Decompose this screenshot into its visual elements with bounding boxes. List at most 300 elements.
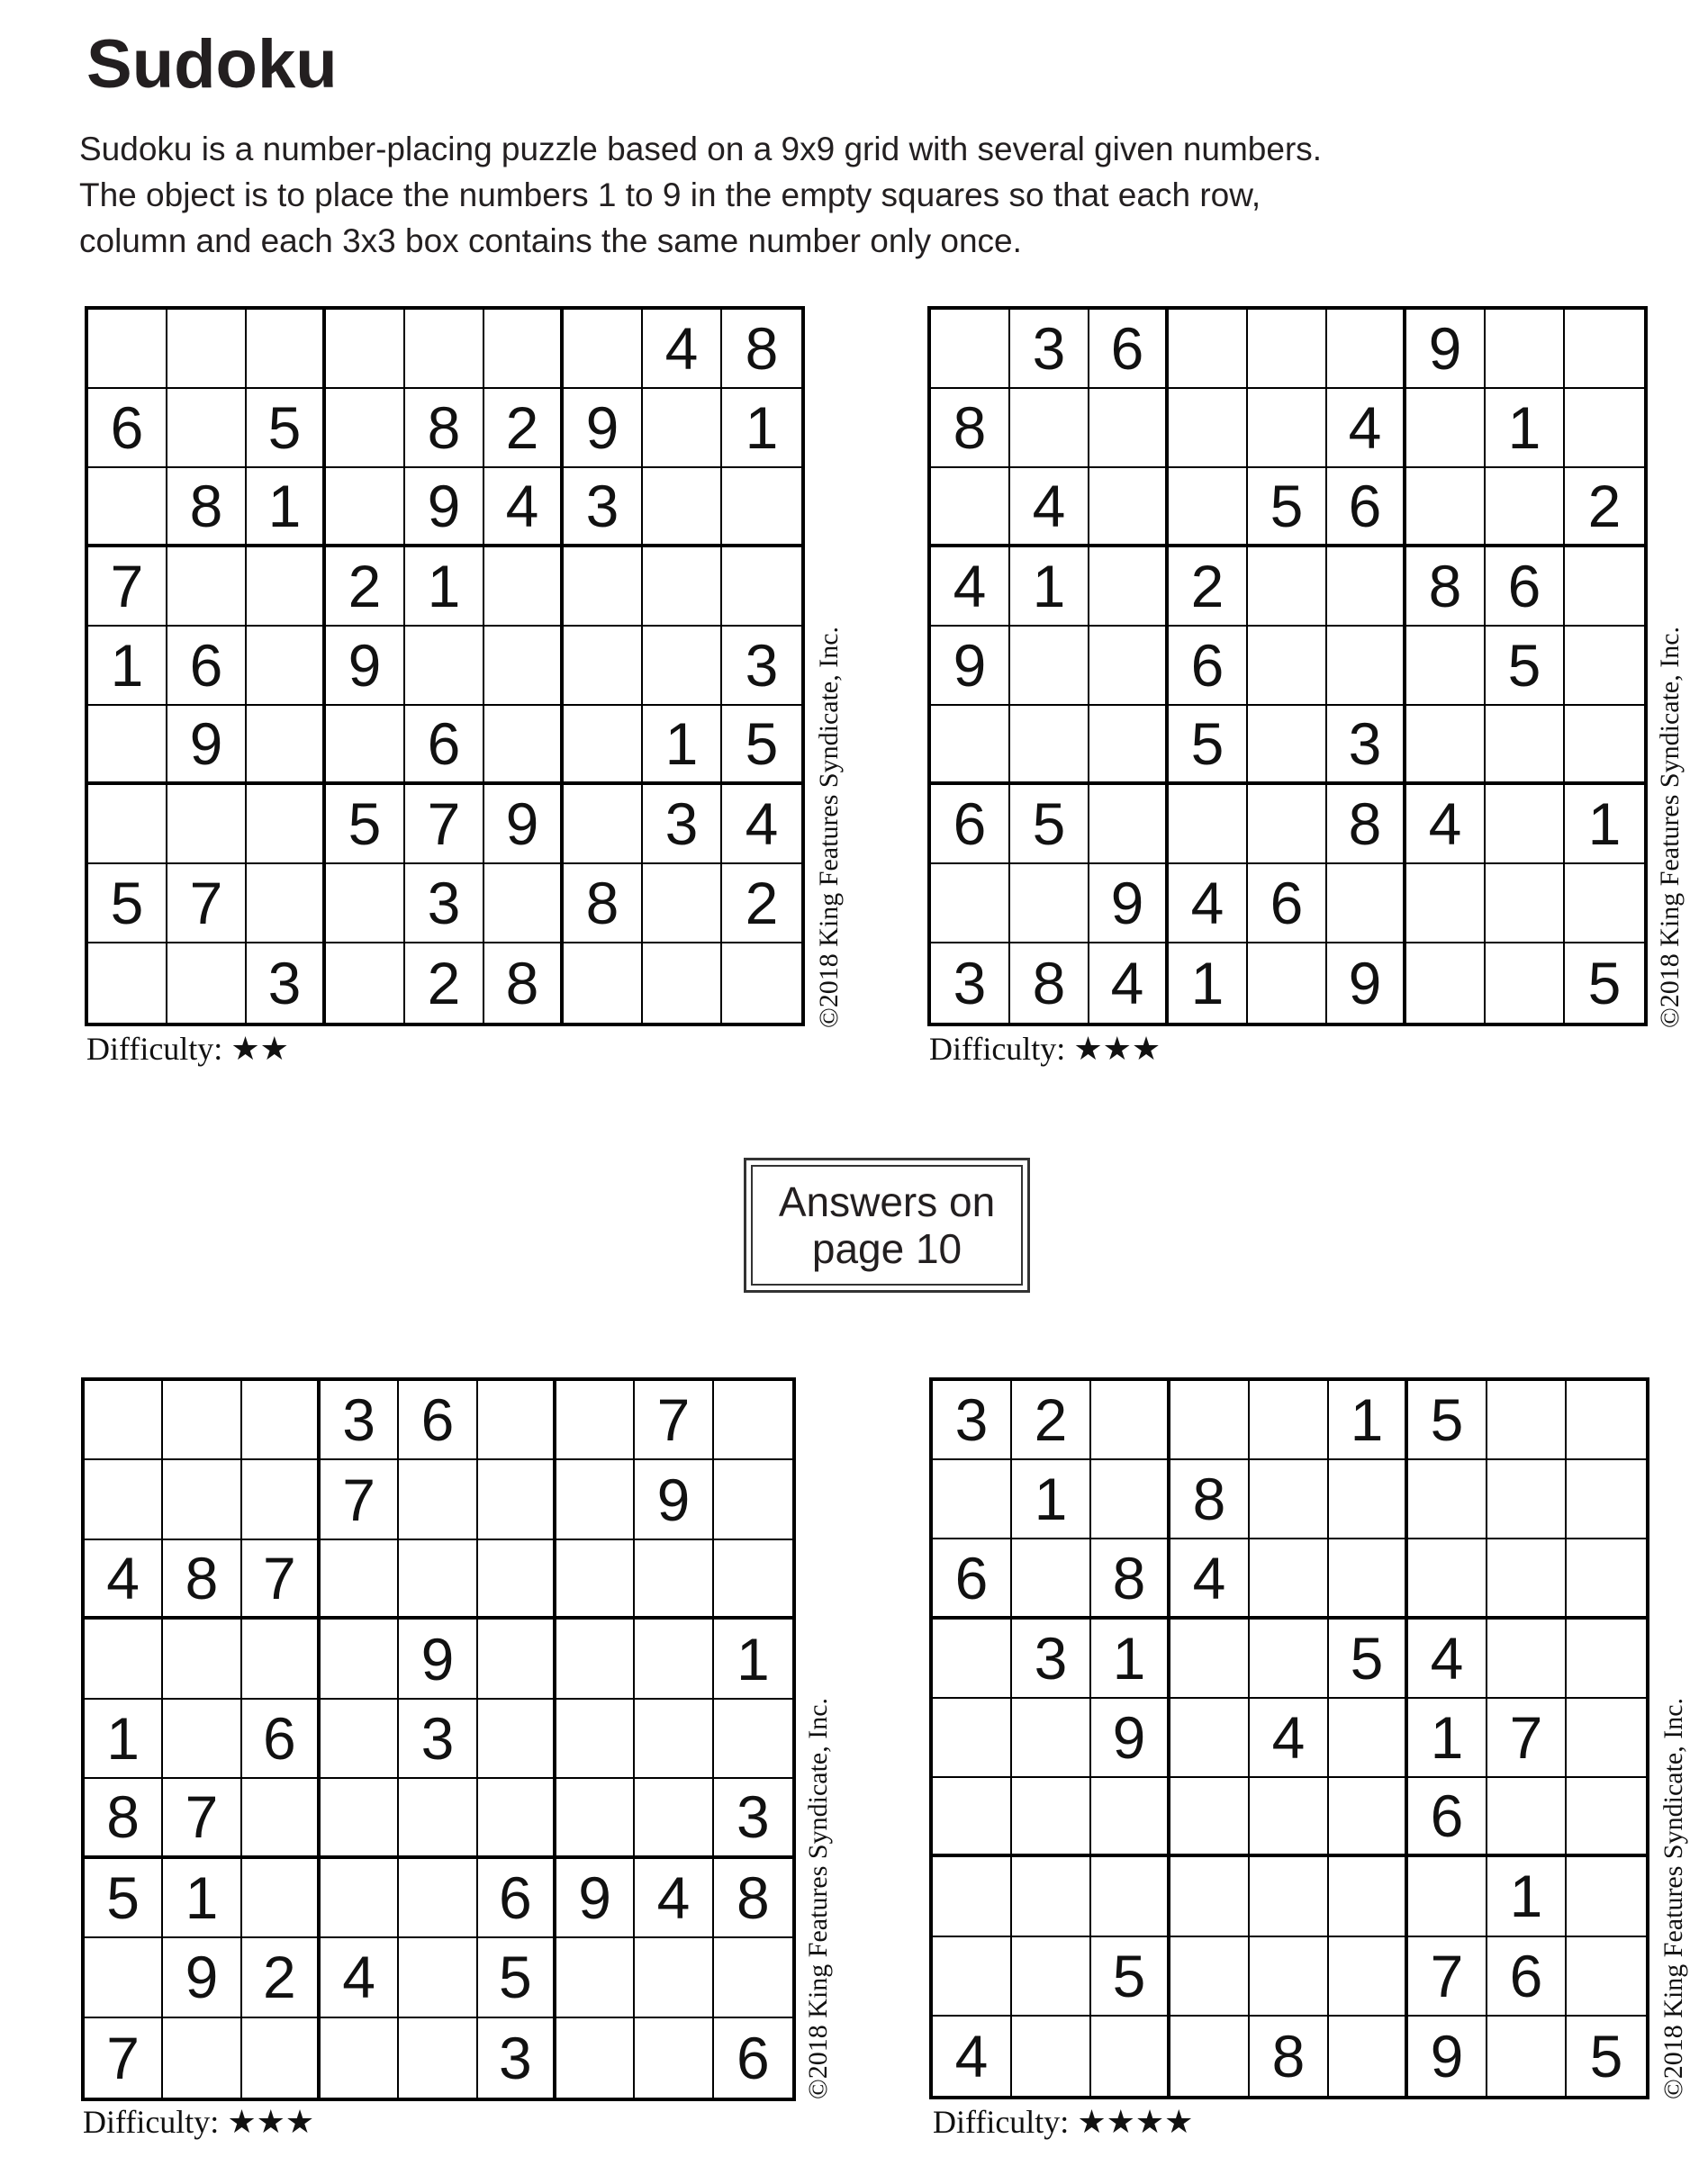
- given-cell: 2: [326, 547, 405, 627]
- given-cell: 6: [1248, 864, 1327, 943]
- given-cell: 7: [635, 1381, 713, 1460]
- empty-cell[interactable]: [1089, 468, 1169, 547]
- empty-cell[interactable]: [242, 1381, 321, 1460]
- empty-cell[interactable]: [326, 310, 405, 389]
- empty-cell[interactable]: [167, 389, 247, 468]
- given-cell: 3: [714, 1779, 792, 1858]
- empty-cell[interactable]: [1248, 785, 1327, 864]
- empty-cell[interactable]: [556, 2018, 635, 2098]
- empty-cell[interactable]: [564, 943, 643, 1023]
- given-cell: 3: [933, 1381, 1012, 1460]
- empty-cell[interactable]: [1408, 1539, 1487, 1619]
- given-cell: 9: [564, 389, 643, 468]
- empty-cell[interactable]: [1089, 389, 1169, 468]
- empty-cell[interactable]: [1250, 1381, 1329, 1460]
- empty-cell[interactable]: [1567, 1381, 1646, 1460]
- given-cell: 8: [1010, 943, 1089, 1023]
- given-cell: 6: [1327, 468, 1406, 547]
- given-cell: 6: [1408, 1778, 1487, 1857]
- empty-cell[interactable]: [85, 1620, 163, 1699]
- given-cell: 6: [399, 1381, 477, 1460]
- given-cell: 1: [405, 547, 484, 627]
- given-cell: 9: [484, 785, 564, 864]
- empty-cell[interactable]: [1248, 547, 1327, 627]
- given-cell: 7: [167, 864, 247, 943]
- empty-cell[interactable]: [1089, 706, 1169, 785]
- empty-cell[interactable]: [326, 468, 405, 547]
- given-cell: 8: [931, 389, 1010, 468]
- given-cell: 5: [1329, 1620, 1408, 1699]
- given-cell: 4: [931, 547, 1010, 627]
- empty-cell[interactable]: [1565, 547, 1644, 627]
- empty-cell[interactable]: [635, 1700, 713, 1779]
- empty-cell[interactable]: [484, 706, 564, 785]
- empty-cell[interactable]: [643, 864, 722, 943]
- empty-cell[interactable]: [247, 627, 326, 706]
- empty-cell[interactable]: [556, 1700, 635, 1779]
- empty-cell[interactable]: [1329, 1778, 1408, 1857]
- empty-cell[interactable]: [1567, 1460, 1646, 1539]
- given-cell: 9: [167, 706, 247, 785]
- empty-cell[interactable]: [635, 1620, 713, 1699]
- empty-cell[interactable]: [1487, 1539, 1567, 1619]
- given-cell: 8: [564, 864, 643, 943]
- given-cell: 5: [722, 706, 801, 785]
- difficulty-label: Difficulty: ★★★★: [933, 2104, 1194, 2140]
- empty-cell[interactable]: [556, 1540, 635, 1620]
- empty-cell[interactable]: [88, 943, 167, 1023]
- empty-cell[interactable]: [88, 310, 167, 389]
- empty-cell[interactable]: [714, 1381, 792, 1460]
- empty-cell[interactable]: [1091, 1857, 1170, 1936]
- empty-cell[interactable]: [1010, 706, 1089, 785]
- copyright-notice: ©2018 King Features Syndicate, Inc.: [1658, 1697, 1688, 2099]
- given-cell: 7: [88, 547, 167, 627]
- empty-cell[interactable]: [1170, 1937, 1250, 2017]
- given-cell: 6: [242, 1700, 321, 1779]
- given-cell: 8: [1250, 2017, 1329, 2096]
- empty-cell[interactable]: [1169, 785, 1248, 864]
- given-cell: 7: [405, 785, 484, 864]
- empty-cell[interactable]: [556, 1460, 635, 1539]
- empty-cell[interactable]: [163, 1460, 241, 1539]
- empty-cell[interactable]: [405, 310, 484, 389]
- given-cell: 8: [1327, 785, 1406, 864]
- empty-cell[interactable]: [399, 1779, 477, 1858]
- empty-cell[interactable]: [714, 1700, 792, 1779]
- empty-cell[interactable]: [163, 2018, 241, 2098]
- empty-cell[interactable]: [321, 1779, 399, 1858]
- empty-cell[interactable]: [714, 1938, 792, 2017]
- given-cell: 4: [1408, 1620, 1487, 1699]
- empty-cell[interactable]: [933, 1699, 1012, 1778]
- empty-cell[interactable]: [1567, 1937, 1646, 2017]
- empty-cell[interactable]: [405, 627, 484, 706]
- empty-cell[interactable]: [1170, 2017, 1250, 2096]
- copyright-notice: ©2018 King Features Syndicate, Inc.: [814, 626, 844, 1028]
- empty-cell[interactable]: [1567, 1778, 1646, 1857]
- given-cell: 4: [635, 1859, 713, 1938]
- empty-cell[interactable]: [242, 2018, 321, 2098]
- empty-cell[interactable]: [1487, 2017, 1567, 2096]
- empty-cell[interactable]: [478, 1540, 556, 1620]
- empty-cell[interactable]: [556, 1779, 635, 1858]
- given-cell: 5: [1587, 950, 1622, 1016]
- empty-cell[interactable]: [1250, 1778, 1329, 1857]
- given-cell: 4: [722, 785, 801, 864]
- given-cell: 4: [321, 1938, 399, 2017]
- given-cell: 8: [85, 1779, 163, 1858]
- empty-cell[interactable]: [1487, 1778, 1567, 1857]
- empty-cell[interactable]: [1327, 547, 1406, 627]
- empty-cell[interactable]: [1486, 785, 1565, 864]
- empty-cell[interactable]: [1329, 1857, 1408, 1936]
- given-cell: 3: [321, 1381, 399, 1460]
- empty-cell[interactable]: [1250, 1460, 1329, 1539]
- empty-cell[interactable]: [1567, 1857, 1646, 1936]
- empty-cell[interactable]: [399, 1938, 477, 2017]
- empty-cell[interactable]: [1406, 864, 1486, 943]
- given-cell: 2: [1169, 547, 1248, 627]
- given-cell: 8: [714, 1859, 792, 1938]
- empty-cell[interactable]: [931, 468, 1010, 547]
- empty-cell[interactable]: [1487, 1620, 1567, 1699]
- empty-cell[interactable]: [478, 1381, 556, 1460]
- empty-cell[interactable]: [247, 864, 326, 943]
- empty-cell[interactable]: [1250, 1539, 1329, 1619]
- empty-cell[interactable]: [564, 627, 643, 706]
- empty-cell[interactable]: [1486, 864, 1565, 943]
- given-cell: 4: [643, 310, 722, 389]
- empty-cell[interactable]: [242, 1460, 321, 1539]
- empty-cell[interactable]: [247, 547, 326, 627]
- empty-cell[interactable]: [1012, 1937, 1091, 2017]
- empty-cell[interactable]: [933, 1857, 1012, 1936]
- given-cell: 5: [1010, 785, 1089, 864]
- empty-cell[interactable]: [1329, 1699, 1408, 1778]
- empty-cell[interactable]: [88, 468, 167, 547]
- given-cell: 9: [405, 468, 484, 547]
- given-cell: 1: [722, 389, 801, 468]
- empty-cell[interactable]: [1486, 310, 1565, 389]
- given-cell: 9: [635, 1460, 713, 1539]
- empty-cell[interactable]: [1487, 1381, 1567, 1460]
- copyright-notice: ©2018 King Features Syndicate, Inc.: [803, 1697, 833, 2099]
- empty-cell[interactable]: [722, 547, 801, 627]
- empty-cell[interactable]: [1406, 706, 1486, 785]
- empty-cell[interactable]: [1487, 1460, 1567, 1539]
- empty-cell[interactable]: [635, 1540, 713, 1620]
- empty-cell[interactable]: [1091, 1381, 1170, 1460]
- given-cell: 4: [85, 1540, 163, 1620]
- given-cell: 5: [1486, 627, 1565, 706]
- empty-cell[interactable]: [1012, 1778, 1091, 1857]
- empty-cell[interactable]: [247, 310, 326, 389]
- empty-cell[interactable]: [1089, 547, 1169, 627]
- empty-cell[interactable]: [1565, 864, 1644, 943]
- empty-cell[interactable]: [399, 2018, 477, 2098]
- given-cell: 1: [714, 1620, 792, 1699]
- empty-cell[interactable]: [1250, 1857, 1329, 1936]
- given-cell: 5: [1589, 2022, 1623, 2089]
- empty-cell[interactable]: [1565, 706, 1644, 785]
- empty-cell[interactable]: [643, 943, 722, 1023]
- empty-cell[interactable]: [564, 310, 643, 389]
- empty-cell[interactable]: [88, 706, 167, 785]
- given-cell: 2: [1012, 1381, 1091, 1460]
- empty-cell[interactable]: [478, 1779, 556, 1858]
- given-cell: 6: [933, 1539, 1012, 1619]
- empty-cell[interactable]: [635, 1779, 713, 1858]
- empty-cell[interactable]: [1329, 1937, 1408, 2017]
- given-cell: 2: [484, 389, 564, 468]
- empty-cell[interactable]: [478, 1700, 556, 1779]
- empty-cell[interactable]: [556, 1620, 635, 1699]
- empty-cell[interactable]: [1091, 2017, 1170, 2096]
- empty-cell[interactable]: [643, 468, 722, 547]
- empty-cell[interactable]: [484, 864, 564, 943]
- given-cell: 5: [85, 1859, 163, 1938]
- empty-cell[interactable]: [714, 1460, 792, 1539]
- instructions-text: Sudoku is a number-placing puzzle based on a 9x9 grid with several given numbers. The object is to place the numbers 1 to 9 in the empty squares so that each row, column and each 3x3 box contains the same number only once.: [79, 131, 1323, 259]
- empty-cell[interactable]: [1170, 1778, 1250, 1857]
- empty-cell[interactable]: [635, 1938, 713, 2017]
- empty-cell[interactable]: [643, 547, 722, 627]
- empty-cell[interactable]: [399, 1540, 477, 1620]
- empty-cell[interactable]: [714, 1540, 792, 1620]
- empty-cell[interactable]: [564, 706, 643, 785]
- empty-cell[interactable]: [933, 1460, 1012, 1539]
- empty-cell[interactable]: [643, 389, 722, 468]
- empty-cell[interactable]: [484, 627, 564, 706]
- given-cell: 8: [1091, 1539, 1170, 1619]
- empty-cell[interactable]: [326, 943, 405, 1023]
- empty-cell[interactable]: [931, 706, 1010, 785]
- given-cell: 6: [1089, 310, 1169, 389]
- given-cell: 1: [88, 627, 167, 706]
- given-cell: 8: [484, 943, 564, 1023]
- empty-cell[interactable]: [1248, 706, 1327, 785]
- empty-cell[interactable]: [321, 1859, 399, 1938]
- given-cell: 8: [163, 1540, 241, 1620]
- empty-cell[interactable]: [1406, 943, 1486, 1023]
- empty-cell[interactable]: [484, 547, 564, 627]
- empty-cell[interactable]: [1010, 864, 1089, 943]
- given-cell: 4: [1327, 389, 1406, 468]
- empty-cell[interactable]: [167, 310, 247, 389]
- empty-cell[interactable]: [163, 1381, 241, 1460]
- empty-cell[interactable]: [326, 864, 405, 943]
- empty-cell[interactable]: [1327, 864, 1406, 943]
- empty-cell[interactable]: [1091, 1778, 1170, 1857]
- given-cell: 5: [247, 389, 326, 468]
- empty-cell[interactable]: [933, 1778, 1012, 1857]
- sudoku-grid: [85, 306, 805, 1026]
- empty-cell[interactable]: [321, 1540, 399, 1620]
- sudoku-grid: [927, 306, 1648, 1026]
- empty-cell[interactable]: [163, 1620, 241, 1699]
- given-cell: 1: [85, 1700, 163, 1779]
- empty-cell[interactable]: [167, 547, 247, 627]
- given-cell: 6: [478, 1859, 556, 1938]
- given-cell: 7: [321, 1460, 399, 1539]
- empty-cell[interactable]: [1329, 1539, 1408, 1619]
- empty-cell[interactable]: [88, 785, 167, 864]
- empty-cell[interactable]: [478, 1460, 556, 1539]
- empty-cell[interactable]: [1565, 310, 1644, 389]
- given-cell: 2: [242, 1938, 321, 2017]
- given-cell: 6: [1169, 627, 1248, 706]
- given-cell: 1: [1329, 1381, 1408, 1460]
- empty-cell[interactable]: [1329, 2017, 1408, 2096]
- empty-cell[interactable]: [1250, 1937, 1329, 2017]
- given-cell: 9: [399, 1620, 477, 1699]
- empty-cell[interactable]: [1406, 627, 1486, 706]
- empty-cell[interactable]: [931, 864, 1010, 943]
- given-cell: 7: [1408, 1937, 1487, 2017]
- empty-cell[interactable]: [321, 2018, 399, 2098]
- empty-cell[interactable]: [635, 2018, 713, 2098]
- given-cell: 9: [326, 627, 405, 706]
- empty-cell[interactable]: [1486, 706, 1565, 785]
- empty-cell[interactable]: [1248, 389, 1327, 468]
- empty-cell[interactable]: [1091, 1460, 1170, 1539]
- empty-cell[interactable]: [85, 1460, 163, 1539]
- given-cell: 1: [1408, 1699, 1487, 1778]
- given-cell: 3: [931, 943, 1010, 1023]
- given-cell: 3: [1327, 706, 1406, 785]
- empty-cell[interactable]: [722, 943, 801, 1023]
- given-cell: 9: [931, 627, 1010, 706]
- given-cell: 3: [722, 627, 801, 706]
- empty-cell[interactable]: [1406, 389, 1486, 468]
- empty-cell[interactable]: [1169, 310, 1248, 389]
- empty-cell[interactable]: [399, 1859, 477, 1938]
- empty-cell[interactable]: [564, 785, 643, 864]
- given-cell: 6: [1486, 547, 1565, 627]
- empty-cell[interactable]: [484, 310, 564, 389]
- given-cell: 4: [484, 468, 564, 547]
- given-cell: 9: [1089, 864, 1169, 943]
- empty-cell[interactable]: [1089, 627, 1169, 706]
- empty-cell[interactable]: [1248, 627, 1327, 706]
- empty-cell[interactable]: [1565, 389, 1644, 468]
- given-cell: 7: [163, 1779, 241, 1858]
- empty-cell[interactable]: [326, 389, 405, 468]
- empty-cell[interactable]: [399, 1460, 477, 1539]
- given-cell: 6: [405, 706, 484, 785]
- empty-cell[interactable]: [242, 1620, 321, 1699]
- given-cell: 3: [1012, 1620, 1091, 1699]
- given-cell: 7: [85, 2018, 163, 2098]
- empty-cell[interactable]: [1089, 785, 1169, 864]
- empty-cell[interactable]: [1012, 2017, 1091, 2096]
- empty-cell[interactable]: [1486, 468, 1565, 547]
- empty-cell[interactable]: [1169, 468, 1248, 547]
- empty-cell[interactable]: [1408, 1460, 1487, 1539]
- empty-cell[interactable]: [242, 1779, 321, 1858]
- empty-cell[interactable]: [564, 547, 643, 627]
- empty-cell[interactable]: [1012, 1699, 1091, 1778]
- empty-cell[interactable]: [85, 1381, 163, 1460]
- given-cell: 4: [1250, 1699, 1329, 1778]
- empty-cell[interactable]: [1248, 310, 1327, 389]
- empty-cell[interactable]: [1408, 1857, 1487, 1936]
- empty-cell[interactable]: [1567, 1699, 1646, 1778]
- empty-cell[interactable]: [722, 468, 801, 547]
- empty-cell[interactable]: [1170, 1620, 1250, 1699]
- given-cell: 3: [399, 1700, 477, 1779]
- given-cell: 8: [1170, 1460, 1250, 1539]
- given-cell: 3: [1010, 310, 1089, 389]
- empty-cell[interactable]: [167, 943, 247, 1023]
- empty-cell[interactable]: [556, 1381, 635, 1460]
- empty-cell[interactable]: [1169, 389, 1248, 468]
- empty-cell[interactable]: [1486, 943, 1565, 1023]
- empty-cell[interactable]: [326, 706, 405, 785]
- empty-cell[interactable]: [85, 1938, 163, 2017]
- empty-cell[interactable]: [1170, 1699, 1250, 1778]
- given-cell: 5: [478, 1938, 556, 2017]
- empty-cell[interactable]: [1565, 627, 1644, 706]
- empty-cell[interactable]: [321, 1620, 399, 1699]
- given-cell: 6: [88, 389, 167, 468]
- empty-cell[interactable]: [933, 1937, 1012, 2017]
- empty-cell[interactable]: [1327, 310, 1406, 389]
- empty-cell[interactable]: [556, 1938, 635, 2017]
- given-cell: 5: [1169, 706, 1248, 785]
- empty-cell[interactable]: [1012, 1539, 1091, 1619]
- copyright-notice: ©2018 King Features Syndicate, Inc.: [1655, 626, 1685, 1028]
- empty-cell[interactable]: [1010, 389, 1089, 468]
- empty-cell[interactable]: [247, 785, 326, 864]
- empty-cell[interactable]: [1329, 1460, 1408, 1539]
- sudoku-grid: [929, 1377, 1649, 2099]
- given-cell: 1: [643, 706, 722, 785]
- empty-cell[interactable]: [1170, 1857, 1250, 1936]
- empty-cell[interactable]: [167, 785, 247, 864]
- given-cell: 4: [1169, 864, 1248, 943]
- answers-line-1: Answers on: [778, 1178, 996, 1225]
- empty-cell[interactable]: [247, 706, 326, 785]
- given-cell: 8: [722, 310, 801, 389]
- empty-cell[interactable]: [1250, 1620, 1329, 1699]
- empty-cell[interactable]: [643, 627, 722, 706]
- given-cell: 8: [167, 468, 247, 547]
- given-cell: 6: [931, 785, 1010, 864]
- empty-cell[interactable]: [321, 1700, 399, 1779]
- given-cell: 3: [643, 785, 722, 864]
- empty-cell[interactable]: [242, 1859, 321, 1938]
- empty-cell[interactable]: [1327, 627, 1406, 706]
- empty-cell[interactable]: [1012, 1857, 1091, 1936]
- given-cell: 4: [1406, 785, 1486, 864]
- difficulty-label: Difficulty: ★★★: [83, 2104, 315, 2140]
- given-cell: 8: [1406, 547, 1486, 627]
- empty-cell[interactable]: [478, 1620, 556, 1699]
- given-cell: 1: [1169, 943, 1248, 1023]
- empty-cell[interactable]: [1567, 1539, 1646, 1619]
- empty-cell[interactable]: [1010, 627, 1089, 706]
- empty-cell[interactable]: [1406, 468, 1486, 547]
- empty-cell[interactable]: [1567, 1620, 1646, 1699]
- empty-cell[interactable]: [1170, 1381, 1250, 1460]
- empty-cell[interactable]: [1248, 943, 1327, 1023]
- empty-cell[interactable]: [163, 1700, 241, 1779]
- empty-cell[interactable]: [931, 310, 1010, 389]
- answers-box: [744, 1158, 1030, 1293]
- empty-cell[interactable]: [933, 1620, 1012, 1699]
